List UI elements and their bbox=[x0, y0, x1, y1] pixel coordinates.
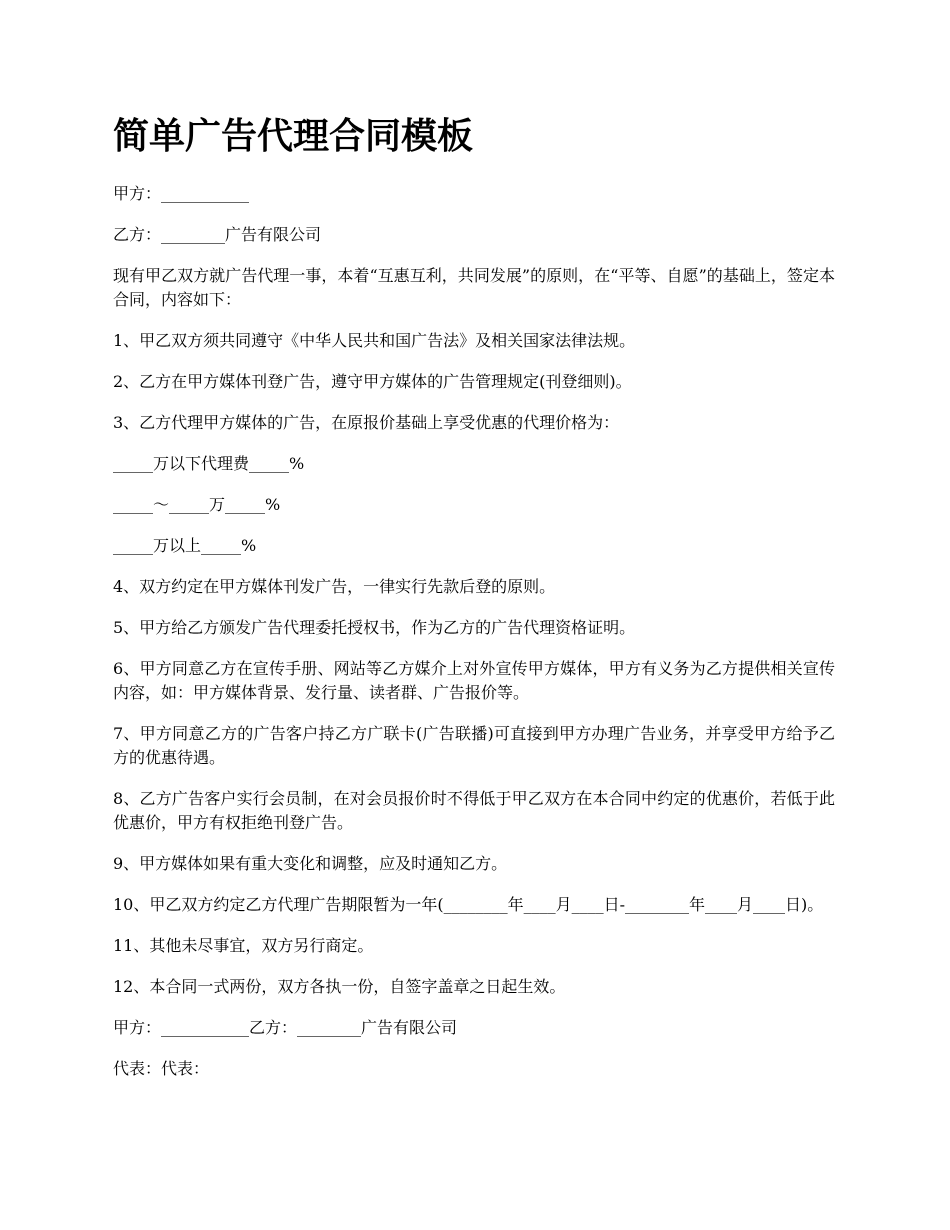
clause-2: 2、乙方在甲方媒体刊登广告，遵守甲方媒体的广告管理规定(刊登细则)。 bbox=[113, 372, 632, 391]
clause-10: 10、甲乙双方约定乙方代理广告期限暂为一年(________年____月____日-________年____月____日)。 bbox=[113, 895, 824, 914]
clause-8: 8、乙方广告客户实行会员制，在对会员报价时不得低于甲乙双方在本合同中约定的优惠价，若低于此优惠价，甲方有权拒绝刊登广告。 bbox=[113, 789, 835, 832]
party-b-line: 乙方：________广告有限公司 bbox=[113, 225, 322, 244]
clause-6: 6、甲方同意乙方在宣传手册、网站等乙方媒介上对外宣传甲方媒体，甲方有义务为乙方提供相关宣传内容，如：甲方媒体背景、发行量、读者群、广告报价等。 bbox=[113, 659, 835, 702]
document-title: 简单广告代理合同模板 bbox=[113, 115, 474, 157]
clause-1: 1、甲乙双方须共同遵守《中华人民共和国广告法》及相关国家法律法规。 bbox=[113, 331, 636, 350]
document-body bbox=[113, 110, 835, 1081]
clause-7: 7、甲方同意乙方的广告客户持乙方广联卡(广告联播)可直接到甲方办理广告业务，并享受甲方给予乙方的优惠待遇。 bbox=[113, 724, 835, 767]
representatives-line: 代表：代表： bbox=[113, 1059, 210, 1078]
clause-5: 5、甲方给乙方颁发广告代理委托授权书，作为乙方的广告代理资格证明。 bbox=[113, 618, 636, 637]
price-tier-2: _____～_____万_____% bbox=[113, 495, 281, 514]
clause-3: 3、乙方代理甲方媒体的广告，在原报价基础上享受优惠的代理价格为： bbox=[113, 413, 620, 432]
intro-paragraph: 现有甲乙双方就广告代理一事，本着“互惠互利，共同发展”的原则，在“平等、自愿”的基础上，签定本合同，内容如下： bbox=[113, 266, 835, 309]
party-a-line: 甲方：___________ bbox=[113, 184, 250, 203]
signature-parties-line: 甲方：___________乙方：________广告有限公司 bbox=[113, 1018, 458, 1037]
price-tier-3: _____万以上_____% bbox=[113, 536, 257, 555]
clause-9: 9、甲方媒体如果有重大变化和调整，应及时通知乙方。 bbox=[113, 854, 508, 873]
clause-12: 12、本合同一式两份，双方各执一份，自签字盖章之日起生效。 bbox=[113, 977, 566, 996]
price-tier-1: _____万以下代理费_____% bbox=[113, 454, 305, 473]
clause-4: 4、双方约定在甲方媒体刊发广告，一律实行先款后登的原则。 bbox=[113, 577, 556, 596]
clause-11: 11、其他未尽事宜，双方另行商定。 bbox=[113, 936, 374, 955]
